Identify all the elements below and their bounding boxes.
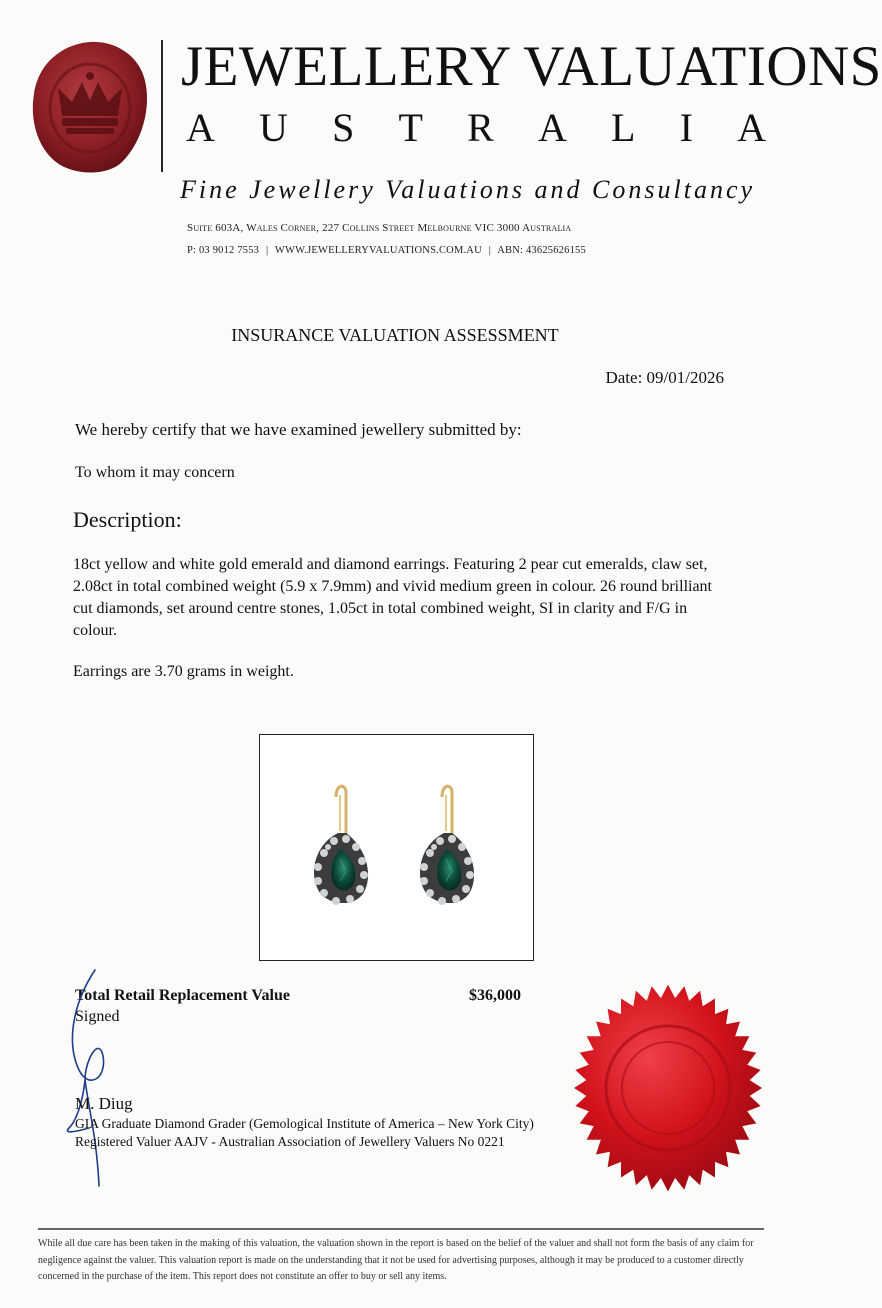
brand-subtitle-letter: A <box>537 105 567 150</box>
footer-divider <box>38 1228 764 1230</box>
brand-title: JEWELLERY VALUATIONS <box>181 35 882 98</box>
handwritten-signature <box>55 960 145 1200</box>
weight-text: Earrings are 3.70 grams in weight. <box>73 663 294 680</box>
brand-subtitle-letter: S <box>332 105 355 150</box>
earrings-photo <box>259 734 534 961</box>
earring-left <box>314 786 368 905</box>
description-heading: Description: <box>73 507 182 532</box>
recipient: To whom it may concern <box>75 464 235 481</box>
earring-right <box>420 786 474 905</box>
certify-statement: We hereby certify that we have examined jewellery submitted by: <box>75 420 522 439</box>
brand-subtitle-letter: A <box>186 105 215 150</box>
seal-starburst <box>574 985 762 1192</box>
valuer-name: M. Diug <box>75 1094 133 1113</box>
brand-subtitle <box>186 105 766 150</box>
brand-subtitle-letter: I <box>679 105 693 150</box>
brand-subtitle-letter: L <box>610 105 636 150</box>
brand-subtitle-letter: T <box>398 105 423 150</box>
website: WWW.JEWELLERYVALUATIONS.COM.AU <box>274 245 482 256</box>
phone: P: 03 9012 7553 <box>187 245 260 256</box>
signed-label: Signed <box>75 1008 120 1025</box>
disclaimer: While all due care has been taken in the making of this valuation, the valuation shown in the report is based on the belief of the valuer and shall not form the basis of any claim for negligence against the valuer. This valuation report is made on the understanding that it not be used for advertising purposes, although it may be produced to a customer directly concerned in the purchase of the item. This report does not constitute an offer to buy or sell any items. <box>38 1238 754 1282</box>
valuer-qualification: GIA Graduate Diamond Grader (Gemological Institute of America – New York City) <box>75 1116 534 1131</box>
red-seal-sticker <box>570 978 766 1198</box>
brand-subtitle-letter: U <box>259 105 288 150</box>
document-heading: INSURANCE VALUATION ASSESSMENT <box>231 325 559 345</box>
earrings-photo-icon <box>260 735 533 960</box>
tagline: Fine Jewellery Valuations and Consultancy <box>180 175 756 204</box>
header-divider <box>161 40 163 172</box>
description-text: 18ct yellow and white gold emerald and diamond earrings. Featuring 2 pear cut emeralds, claw set, 2.08ct in total combined weight (5.9 x 7.9mm) and vivid medium green in colour. 26 round brilliant cut diamonds, set around centre stones, 1.05ct in total combined weight, SI in clarity and F/G in colour. <box>73 556 712 639</box>
replacement-value-amount: $36,000 <box>469 987 521 1004</box>
replacement-value-label: Total Retail Replacement Value <box>75 987 290 1004</box>
document-date: Date: 09/01/2026 <box>605 368 724 387</box>
separator: | <box>488 245 492 256</box>
wax-seal-crown-logo <box>30 38 150 176</box>
valuer-registration: Registered Valuer AAJV - Australian Association of Jewellery Valuers No 0221 <box>75 1134 505 1149</box>
address: Suite 603A, Wales Corner, 227 Collins Street Melbourne VIC 3000 Australia <box>187 222 572 234</box>
abn: ABN: 43625626155 <box>497 245 586 256</box>
brand-subtitle-letter: R <box>467 105 494 150</box>
contact-line <box>187 245 586 256</box>
separator: | <box>265 245 269 256</box>
brand-subtitle-letter: A <box>737 105 766 150</box>
